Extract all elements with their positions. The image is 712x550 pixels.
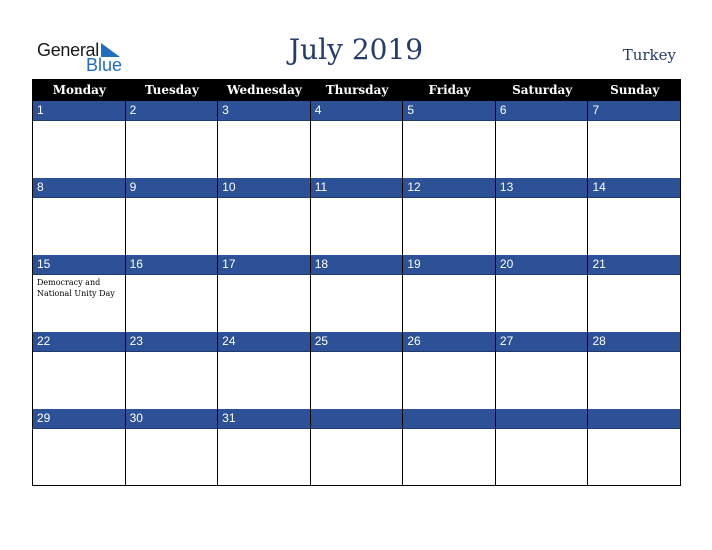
day-number [403, 409, 495, 429]
day-cell[interactable] [496, 101, 589, 178]
weekday-tuesday: Tuesday [144, 83, 199, 97]
day-number: 31 [218, 409, 310, 429]
logo-blue-text: Blue [86, 55, 123, 75]
day-number [311, 409, 403, 429]
weekday-monday: Monday [52, 83, 106, 97]
weekday-sunday: Sunday [610, 83, 660, 97]
weekday-wednesday: Wednesday [227, 83, 302, 97]
day-cell[interactable] [588, 409, 681, 486]
day-number: 3 [218, 101, 310, 121]
day-number: 11 [311, 178, 403, 198]
month-calendar [32, 79, 681, 486]
day-number: 6 [496, 101, 588, 121]
day-cell[interactable] [588, 255, 681, 332]
day-cell[interactable] [311, 409, 404, 486]
day-number: 26 [403, 332, 495, 352]
day-cell[interactable] [496, 332, 589, 409]
day-number: 30 [126, 409, 218, 429]
day-number: 25 [311, 332, 403, 352]
country-label: Turkey [622, 46, 676, 64]
week-row [33, 101, 681, 178]
weekday-header [33, 79, 681, 101]
day-number: 1 [33, 101, 125, 121]
week-row [33, 332, 681, 409]
day-cell[interactable] [126, 409, 219, 486]
day-cell[interactable] [218, 332, 311, 409]
day-cell[interactable] [311, 255, 404, 332]
calendar-title: July 2019 [288, 33, 424, 66]
day-number: 13 [496, 178, 588, 198]
day-number: 8 [33, 178, 125, 198]
week-row [33, 255, 681, 332]
day-cell[interactable] [403, 255, 496, 332]
day-number: 4 [311, 101, 403, 121]
day-number: 18 [311, 255, 403, 275]
day-cell[interactable] [496, 178, 589, 255]
day-number: 27 [496, 332, 588, 352]
week-row [33, 178, 681, 255]
day-cell[interactable] [588, 178, 681, 255]
day-number: 24 [218, 332, 310, 352]
day-cell[interactable] [496, 409, 589, 486]
day-cell[interactable] [126, 332, 219, 409]
day-number: 5 [403, 101, 495, 121]
day-number: 22 [33, 332, 125, 352]
day-cell[interactable] [218, 101, 311, 178]
day-cell[interactable] [496, 255, 589, 332]
day-number [588, 409, 680, 429]
day-cell[interactable] [403, 101, 496, 178]
day-cell[interactable] [33, 255, 126, 332]
day-cell[interactable] [403, 178, 496, 255]
day-cell[interactable] [311, 332, 404, 409]
day-cell[interactable] [311, 178, 404, 255]
day-cell[interactable] [33, 178, 126, 255]
day-number: 12 [403, 178, 495, 198]
day-cell[interactable] [126, 101, 219, 178]
day-number: 20 [496, 255, 588, 275]
day-number: 9 [126, 178, 218, 198]
weekday-thursday: Thursday [325, 83, 389, 97]
day-cell[interactable] [218, 178, 311, 255]
day-number [496, 409, 588, 429]
day-cell[interactable] [218, 255, 311, 332]
day-cell[interactable] [403, 409, 496, 486]
day-number: 21 [588, 255, 680, 275]
day-cell[interactable] [126, 178, 219, 255]
day-number: 16 [126, 255, 218, 275]
weekday-friday: Friday [428, 83, 471, 97]
day-cell[interactable] [33, 332, 126, 409]
day-number: 19 [403, 255, 495, 275]
day-cell[interactable] [311, 101, 404, 178]
holiday-label: Democracy and National Unity Day [37, 278, 115, 298]
day-number: 2 [126, 101, 218, 121]
day-cell[interactable] [588, 101, 681, 178]
day-cell[interactable] [403, 332, 496, 409]
day-number: 10 [218, 178, 310, 198]
day-cell[interactable] [588, 332, 681, 409]
day-cell[interactable] [33, 409, 126, 486]
weekday-saturday: Saturday [512, 83, 573, 97]
day-number: 23 [126, 332, 218, 352]
week-row [33, 409, 681, 486]
day-number: 7 [588, 101, 680, 121]
day-cell[interactable] [33, 101, 126, 178]
logo-general-text: General [37, 40, 99, 60]
day-number: 15 [33, 255, 125, 275]
day-number: 28 [588, 332, 680, 352]
day-number: 29 [33, 409, 125, 429]
day-cell[interactable] [218, 409, 311, 486]
day-number: 17 [218, 255, 310, 275]
day-cell[interactable] [126, 255, 219, 332]
day-number: 14 [588, 178, 680, 198]
